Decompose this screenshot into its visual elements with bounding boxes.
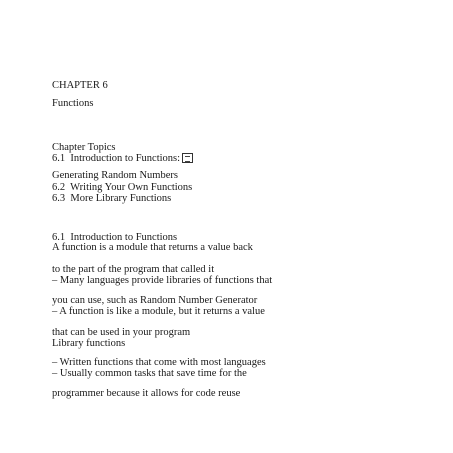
paragraph-line: A function is a module that returns a value back (52, 242, 253, 253)
paragraph-line: you can use, such as Random Number Generator (52, 295, 258, 306)
section-heading-6-1: 6.1 Introduction to Functions (52, 232, 178, 243)
paragraph-line: that can be used in your program (52, 327, 191, 338)
paragraph-line: – Written functions that come with most languages (52, 357, 266, 368)
chapter-title: Functions (52, 98, 94, 109)
topic-item-6-2: 6.2 Writing Your Own Functions (52, 182, 193, 193)
paragraph-line: Library functions (52, 338, 126, 349)
paragraph-line: – Usually common tasks that save time for the (52, 368, 247, 379)
topic-item-6-1-label: 6.1 Introduction to Functions: (52, 153, 181, 164)
paragraph-line: to the part of the program that called it (52, 264, 215, 275)
topic-item-6-1 (52, 153, 193, 165)
topic-item-6-3: 6.3 More Library Functions (52, 193, 172, 204)
paragraph-line: – Many languages provide libraries of functions that (52, 275, 273, 286)
paragraph-line: programmer because it allows for code reuse (52, 388, 241, 399)
topic-item-6-1-cont: Generating Random Numbers (52, 170, 178, 181)
chapter-heading: CHAPTER 6 (52, 80, 108, 91)
missing-glyph-icon (182, 153, 193, 163)
paragraph-line: – A function is like a module, but it returns a value (52, 306, 265, 317)
topics-heading: Chapter Topics (52, 142, 116, 153)
